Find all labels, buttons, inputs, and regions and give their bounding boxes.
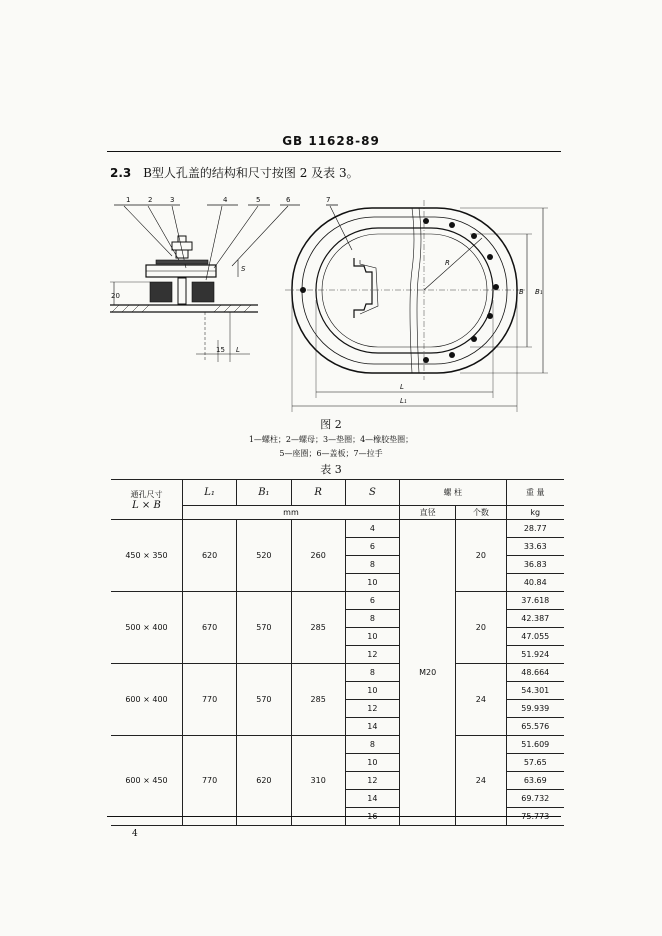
cell-s: 10: [345, 682, 399, 700]
callout-3: 3: [170, 196, 175, 204]
cell-s: 10: [345, 754, 399, 772]
cell-weight: 59.939: [506, 700, 564, 718]
cell-l1: 770: [182, 736, 236, 826]
cell-count: 20: [456, 592, 506, 664]
header-b1: B₁: [237, 480, 291, 506]
cell-weight: 51.609: [506, 736, 564, 754]
cell-s: 16: [345, 808, 399, 826]
cell-b1: 570: [237, 664, 291, 736]
table-row: [111, 664, 564, 682]
cell-weight: 28.77: [506, 520, 564, 538]
cell-size: 600 × 450: [111, 736, 182, 826]
cell-r: 285: [291, 664, 345, 736]
cell-size: 500 × 400: [111, 592, 182, 664]
figure-legend-line-1: 1—螺柱；2—螺母；3—垫圈；4—橡胶垫圈；: [248, 435, 414, 444]
cell-weight: 57.65: [506, 754, 564, 772]
cell-weight: 75.773: [506, 808, 564, 826]
cell-count: 24: [456, 664, 506, 736]
cell-weight: 65.576: [506, 718, 564, 736]
cell-count: 20: [456, 520, 506, 592]
cell-r: 285: [291, 592, 345, 664]
header-l1: L₁: [182, 480, 236, 506]
cell-weight: 48.664: [506, 664, 564, 682]
table-row: [111, 736, 564, 754]
dim-l: L: [400, 383, 404, 391]
header-count: 个数: [456, 506, 506, 520]
dim-l-small: L: [236, 346, 240, 354]
cell-stud-diameter: M20: [399, 520, 455, 826]
cell-weight: 33.63: [506, 538, 564, 556]
figure-legend-line-2: 5—座圈；6—盖板；7—拉手: [279, 449, 383, 458]
table-title: 表 3: [320, 463, 342, 476]
header-unit-mm: mm: [182, 506, 399, 520]
cell-size: 600 × 400: [111, 664, 182, 736]
cell-s: 14: [345, 790, 399, 808]
cell-weight: 47.055: [506, 628, 564, 646]
cell-s: 6: [345, 592, 399, 610]
header-weight: 重 量: [506, 480, 564, 506]
callout-6: 6: [286, 196, 291, 204]
cell-weight: 36.83: [506, 556, 564, 574]
cell-l1: 670: [182, 592, 236, 664]
cell-r: 260: [291, 520, 345, 592]
callout-4: 4: [223, 196, 228, 204]
dim-15: 15: [216, 346, 225, 354]
cell-weight: 40.84: [506, 574, 564, 592]
header-unit-kg: kg: [506, 506, 564, 520]
dimensions-table: [111, 479, 564, 826]
cell-s: 8: [345, 556, 399, 574]
header-stud: 螺 柱: [399, 480, 506, 506]
cell-b1: 570: [237, 592, 291, 664]
callout-1: 1: [126, 196, 131, 204]
plan-view-labels: [400, 259, 543, 405]
cell-s: 14: [345, 718, 399, 736]
header-r: R: [291, 480, 345, 506]
page-number: 4: [132, 829, 138, 839]
cell-weight: 69.732: [506, 790, 564, 808]
cell-size: 450 × 350: [111, 520, 182, 592]
cell-weight: 63.69: [506, 772, 564, 790]
dim-b1: B₁: [535, 288, 543, 296]
cell-count: 24: [456, 736, 506, 826]
cell-s: 10: [345, 628, 399, 646]
cell-s: 12: [345, 700, 399, 718]
cell-weight: 37.618: [506, 592, 564, 610]
dim-b: B: [519, 288, 524, 296]
section-number: 2.3: [110, 166, 132, 180]
cell-l1: 620: [182, 520, 236, 592]
table-row: [111, 592, 564, 610]
table-row: [111, 520, 564, 538]
cell-r: 310: [291, 736, 345, 826]
figure-caption: 图 2: [320, 418, 342, 431]
cell-weight: 51.924: [506, 646, 564, 664]
dim-l1: L₁: [400, 397, 407, 405]
cell-s: 12: [345, 646, 399, 664]
dim-s-small: S: [241, 265, 246, 273]
callout-7: 7: [326, 196, 331, 204]
cell-s: 10: [345, 574, 399, 592]
cell-s: 6: [345, 538, 399, 556]
cell-b1: 520: [237, 520, 291, 592]
cell-l1: 770: [182, 664, 236, 736]
section-text: B型人孔盖的结构和尺寸按图 2 及表 3。: [143, 166, 359, 180]
header-s: S: [345, 480, 399, 506]
cell-weight: 42.387: [506, 610, 564, 628]
figure-2-drawing: [0, 0, 662, 420]
cell-s: 8: [345, 736, 399, 754]
callout-2: 2: [148, 196, 153, 204]
header-diameter: 直径: [399, 506, 455, 520]
cell-s: 12: [345, 772, 399, 790]
dim-20: 20: [111, 292, 120, 300]
header-opening-size: 通孔尺寸 L × B: [111, 480, 182, 520]
plan-view: [285, 200, 548, 412]
cell-s: 8: [345, 664, 399, 682]
footer-rule: [107, 816, 561, 817]
cell-s: 4: [345, 520, 399, 538]
dim-r: R: [445, 259, 450, 267]
section-detail-labels: [111, 196, 330, 354]
cell-b1: 620: [237, 736, 291, 826]
standard-code-header: GB 11628-89: [282, 134, 380, 148]
cell-s: 8: [345, 610, 399, 628]
callout-5: 5: [256, 196, 261, 204]
section-detail: [110, 205, 300, 362]
cell-weight: 54.301: [506, 682, 564, 700]
